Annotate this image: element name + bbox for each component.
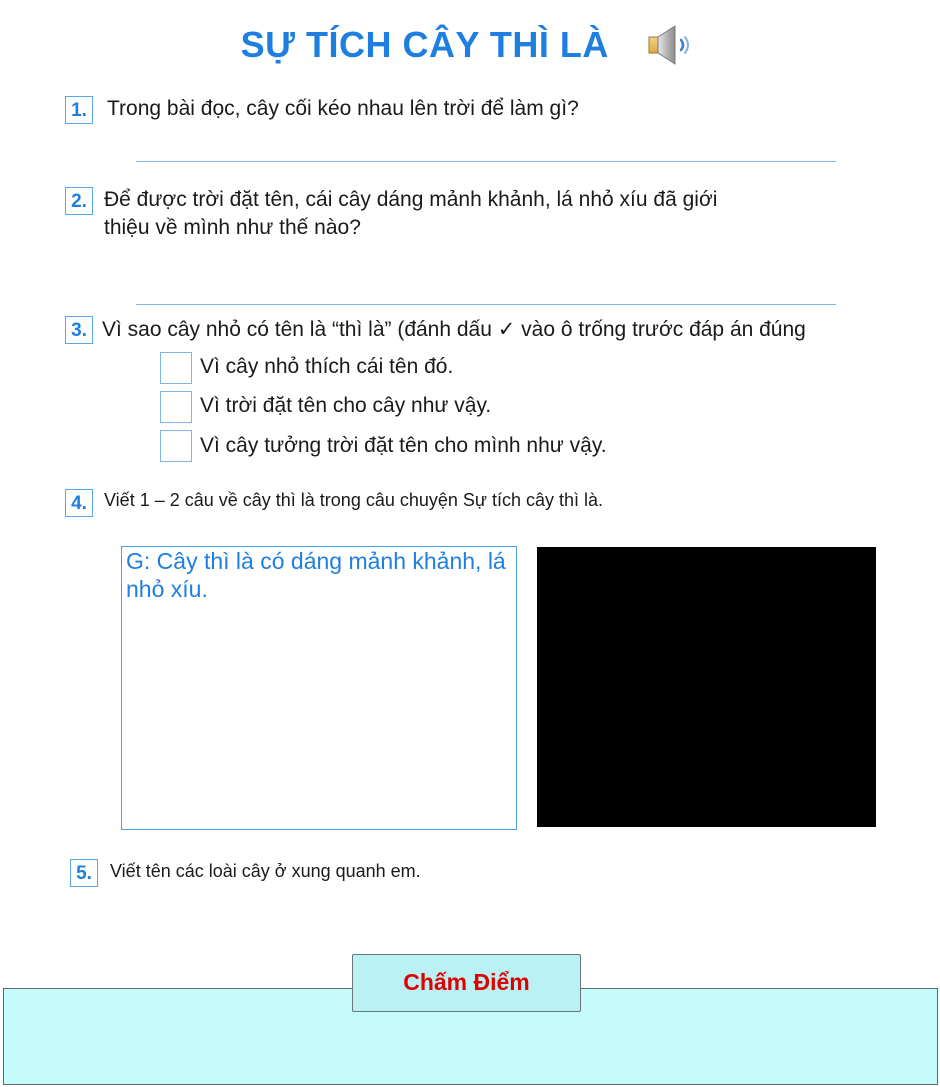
question-3-number: 3. (65, 316, 93, 344)
speaker-icon[interactable] (645, 23, 699, 67)
question-4-number: 4. (65, 489, 93, 517)
option-2-checkbox[interactable] (160, 391, 192, 423)
question-3-text: Vì sao cây nhỏ có tên là “thì là” (đánh dấu ✓ vào ô trống trước đáp án đúng (102, 318, 806, 341)
page-title: SỰ TÍCH CÂY THÌ LÀ (240, 24, 609, 66)
option-3-checkbox[interactable] (160, 430, 192, 462)
question-1-number: 1. (65, 96, 93, 124)
score-button[interactable]: Chấm Điểm (352, 954, 581, 1012)
question-1-text: Trong bài đọc, cây cối kéo nhau lên trời để làm gì? (107, 97, 579, 120)
question-5-number: 5. (70, 859, 98, 887)
question-1-answer-line[interactable] (136, 161, 836, 162)
question-4-answer-input[interactable]: G: Cây thì là có dáng mảnh khảnh, lá nhỏ xíu. (121, 546, 517, 830)
video-placeholder (537, 547, 876, 827)
question-2-text-line1: Để được trời đặt tên, cái cây dáng mảnh khảnh, lá nhỏ xíu đã giới (104, 188, 718, 211)
option-3-text: Vì cây tưởng trời đặt tên cho mình như vậy. (200, 434, 607, 457)
question-2-answer-line[interactable] (136, 304, 836, 305)
option-2-text: Vì trời đặt tên cho cây như vậy. (200, 394, 492, 417)
question-2-text-line2: thiệu về mình như thế nào? (104, 216, 361, 239)
page-title-row (0, 22, 940, 67)
question-2-number: 2. (65, 187, 93, 215)
question-4-text: Viết 1 – 2 câu về cây thì là trong câu chuyện Sự tích cây thì là. (104, 490, 603, 510)
question-5-text: Viết tên các loài cây ở xung quanh em. (110, 861, 421, 881)
option-1-text: Vì cây nhỏ thích cái tên đó. (200, 355, 454, 378)
option-1-checkbox[interactable] (160, 352, 192, 384)
